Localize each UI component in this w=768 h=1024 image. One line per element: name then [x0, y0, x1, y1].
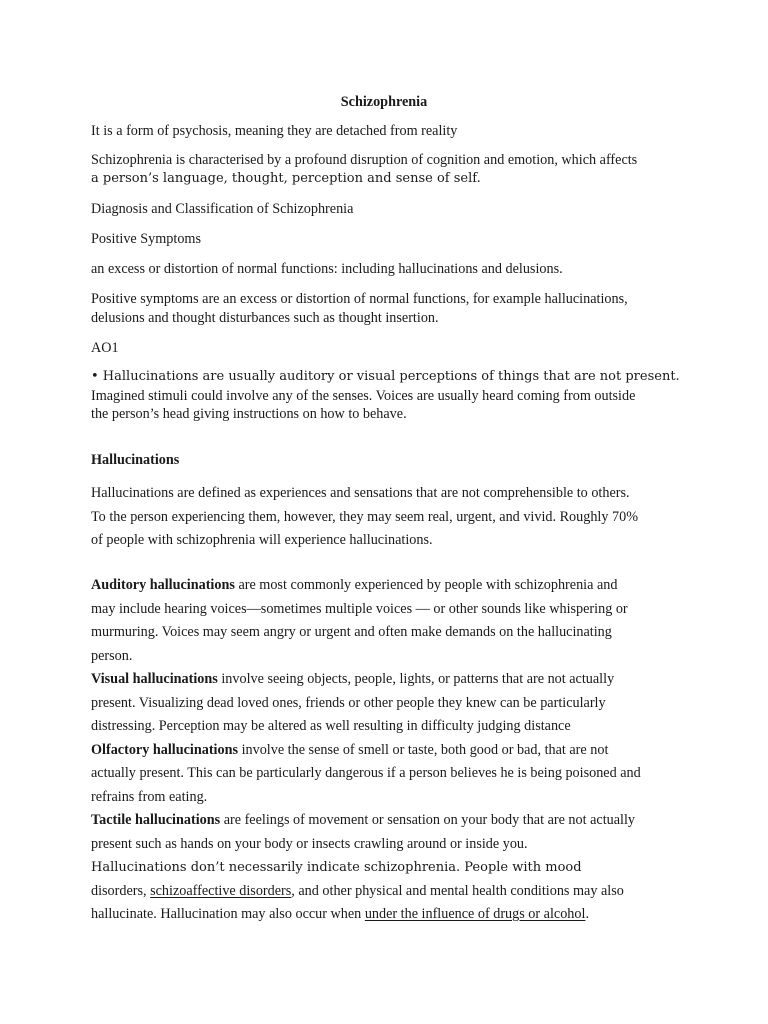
text-fragment: are feelings of movement or sensation on your body that are not actually	[220, 812, 636, 828]
text-line	[91, 739, 691, 763]
text-line: distressing. Perception may be altered as well resulting in difficulty judging distance	[91, 718, 571, 734]
text-fragment: disorders,	[91, 882, 151, 899]
text-line: person.	[91, 647, 133, 664]
section-heading-hallucinations: Hallucinations	[91, 452, 180, 468]
page-title: Schizophrenia	[340, 94, 428, 110]
text-line: Positive Symptoms	[91, 231, 201, 247]
text-fragment: hallucinate. Hallucination may also occur when	[91, 906, 365, 922]
text-line: a person’s language, thought, perception and sense of self.	[91, 170, 481, 186]
paragraph-types	[91, 574, 691, 927]
link-schizoaffective-disorders[interactable]: schizoaffective disorders	[150, 882, 292, 899]
paragraph-definition	[91, 151, 691, 188]
text-line	[91, 903, 691, 927]
text-fragment: .	[585, 906, 589, 922]
paragraph-positive-symptoms	[91, 230, 691, 249]
text-line: an excess or distortion of normal functions: including hallucinations and delusions.	[91, 261, 563, 277]
text-line	[91, 880, 691, 904]
text-line: To the person experiencing them, however, they may seem real, urgent, and vivid. Roughly 70%	[91, 508, 639, 525]
paragraph-excess	[91, 260, 691, 279]
text-line: Imagined stimuli could involve any of the senses. Voices are usually heard coming from outside	[91, 387, 636, 404]
paragraph-hallucinations-definition	[91, 482, 691, 553]
paragraph-diagnosis	[91, 200, 691, 219]
text-line: the person’s head giving instructions on how to behave.	[91, 406, 407, 422]
text-line: Diagnosis and Classification of Schizophrenia	[91, 201, 354, 217]
text-line: refrains from eating.	[91, 788, 208, 805]
text-line: AO1	[91, 340, 119, 356]
text-fragment: , and other physical and mental health conditions may also	[291, 882, 624, 899]
term-visual: Visual hallucinations	[91, 671, 218, 687]
text-fragment: are most commonly experienced by people with schizophrenia and	[234, 577, 618, 593]
paragraph-ao1	[91, 339, 691, 358]
text-fragment: involve the sense of smell or taste, both good or bad, that are not	[238, 741, 609, 758]
paragraph-psychosis	[91, 122, 691, 141]
text-line: Schizophrenia is characterised by a profound disruption of cognition and emotion, which affects	[91, 152, 638, 168]
paragraph-positive-detail	[91, 290, 691, 327]
term-tactile: Tactile hallucinations	[91, 812, 221, 828]
text-line: present such as hands on your body or insects crawling around or inside you.	[91, 835, 528, 852]
text-line: murmuring. Voices may seem angry or urgent and often make demands on the hallucinating	[91, 624, 612, 640]
text-line: Hallucinations are defined as experiences and sensations that are not comprehensible to others.	[91, 485, 630, 501]
text-line	[91, 668, 691, 692]
text-line: actually present. This can be particularly dangerous if a person believes he is being poisoned and	[91, 765, 641, 781]
text-fragment: involve seeing objects, people, lights, or patterns that are not actually	[217, 671, 615, 687]
link-drugs-or-alcohol[interactable]: under the influence of drugs or alcohol	[364, 906, 586, 922]
text-line: It is a form of psychosis, meaning they are detached from reality	[91, 123, 458, 139]
paragraph-bullet	[91, 368, 691, 424]
text-line: Hallucinations don’t necessarily indicate schizophrenia. People with mood	[91, 860, 582, 875]
text-line: delusions and thought disturbances such as thought insertion.	[91, 309, 439, 326]
term-auditory: Auditory hallucinations	[91, 577, 235, 593]
text-line	[91, 809, 691, 833]
text-line: may include hearing voices—sometimes multiple voices — or other sounds like whispering or	[91, 600, 628, 617]
text-line	[91, 574, 691, 598]
term-olfactory: Olfactory hallucinations	[91, 741, 239, 758]
text-line: present. Visualizing dead loved ones, friends or other people they knew can be particularly	[91, 694, 606, 711]
text-line: Positive symptoms are an excess or distortion of normal functions, for example hallucinations,	[91, 291, 628, 307]
text-line: • Hallucinations are usually auditory or visual perceptions of things that are not present.	[91, 369, 680, 384]
text-line: of people with schizophrenia will experience hallucinations.	[91, 532, 433, 548]
